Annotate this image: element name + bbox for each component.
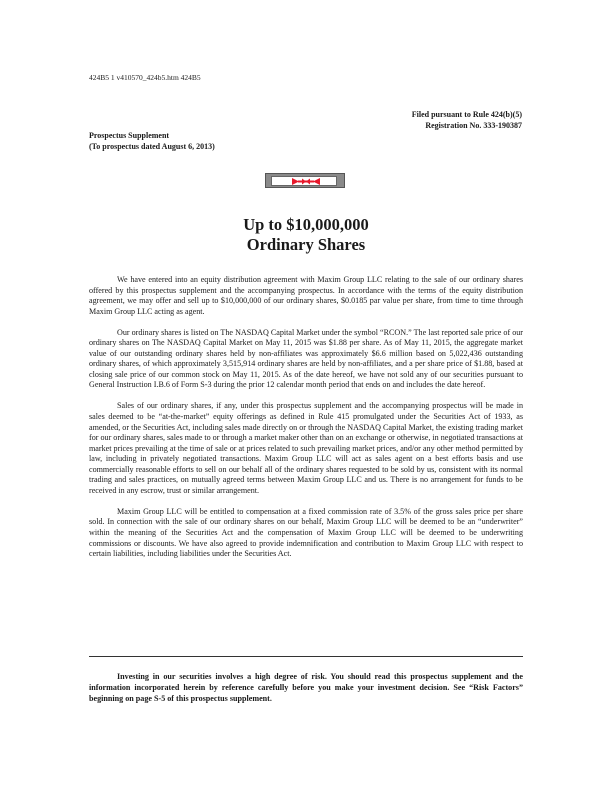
paragraph-agreement: We have entered into an equity distribution agreement with Maxim Group LLC relating to the sale of our ordinary shares offered by this prospectus supplement and the accompanying prospectus. In accordance with the terms of the equity distribution agreement, we may offer and sell up to $10,000,000 of our ordinary shares, $0.0185 par value per share, from time to time through Maxim Group LLC acting as agent. bbox=[89, 275, 523, 316]
registration-number: Registration No. 333-190387 bbox=[425, 120, 522, 130]
supplement-label: Prospectus Supplement bbox=[89, 131, 170, 140]
filing-rule-line: Filed pursuant to Rule 424(b)(5) bbox=[411, 110, 522, 119]
offering-security: Ordinary Shares bbox=[246, 235, 366, 254]
prospectus-supplement-heading bbox=[89, 131, 215, 152]
divider bbox=[89, 656, 523, 657]
company-logo-icon bbox=[265, 173, 345, 188]
offering-title bbox=[0, 215, 612, 255]
file-reference: 424B5 1 v410570_424b5.htm 424B5 bbox=[89, 73, 201, 82]
filing-notice bbox=[412, 110, 522, 131]
supplement-date: (To prospectus dated August 6, 2013) bbox=[89, 141, 215, 151]
paragraph-sales: Sales of our ordinary shares, if any, under this prospectus supplement and the accompanying prospectus will be made in sales deemed to be “at-the-market” equity offerings as defined in Rule 415 promulgated under the Securities Act of 1933, as amended, or the Securities Act, including sales made directly on or through the NASDAQ Capital Market, the existing trading market for our ordinary shares, sales made to or through a market maker other than on an exchange or otherwise, in negotiated transactions at market prices prevailing at the time of sale or at prices related to such prevailing market prices, and/or any other method permitted by law, including in privately negotiated transactions. Maxim Group LLC will act as sales agent on a best efforts basis and use commercially reasonable efforts to sell on our behalf all of the ordinary shares requested to be sold by us, consistent with its normal trading and sales practices, on mutually agreed terms between Maxim Group LLC and us. There is no arrangement for funds to be received in any escrow, trust or similar arrangement. bbox=[89, 401, 523, 495]
logo-mark-icon bbox=[266, 174, 346, 189]
offering-amount: Up to $10,000,000 bbox=[243, 215, 369, 234]
paragraph-compensation: Maxim Group LLC will be entitled to compensation at a fixed commission rate of 3.5% of the gross sales price per share sold. In connection with the sale of our ordinary shares on our behalf, Maxim Group LLC will be deemed to be an “underwriter” within the meaning of the Securities Act and the compensation of Maxim Group LLC will be deemed to be underwriting commissions or discounts. We have also agreed to provide indemnification and contribution to Maxim Group LLC with respect to certain liabilities, including liabilities under the Securities Act. bbox=[89, 506, 523, 559]
prospectus-body bbox=[89, 275, 523, 570]
risk-statement: Investing in our securities involves a high degree of risk. You should read this prospectus supplement and the information incorporated herein by reference carefully before you make your investment decision. See “Risk Factors” beginning on page S-5 of this prospectus supplement. bbox=[89, 672, 523, 703]
paragraph-listing: Our ordinary shares is listed on The NASDAQ Capital Market under the symbol “RCON.” The last reported sale price of our ordinary shares on The NASDAQ Capital Market on May 11, 2015 was $1.88 per share. As of May 11, 2015, the aggregate market value of our outstanding ordinary shares held by non-affiliates was approximately $6.6 million based on 5,022,436 outstanding ordinary shares, of which approximately 3,515,914 ordinary shares are held by non-affiliates, and a per share price of $1.88, based at closing sale price of our common stock on May 11, 2015. As of the date hereof, we have not sold any of our securities pursuant to General Instruction I.B.6 of Form S-3 during the prior 12 calendar month period that ends on and includes the date hereof. bbox=[89, 327, 523, 390]
